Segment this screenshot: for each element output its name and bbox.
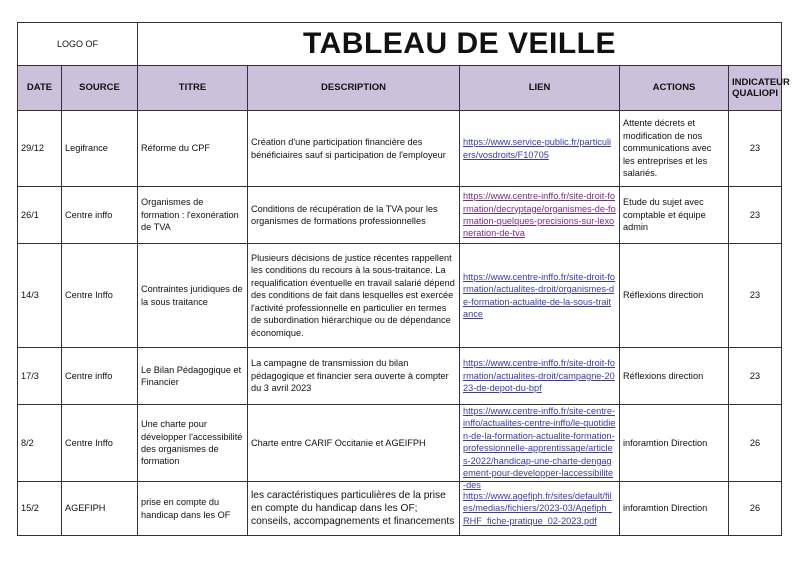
cell-indicateur: 26 (729, 482, 782, 536)
logo-placeholder: LOGO OF (18, 23, 138, 66)
cell-description: Création d'une participation financière des bénéficiaires sauf si participation de l'employeur (248, 111, 460, 187)
cell-actions: Réflexions direction (620, 244, 729, 348)
cell-description: Charte entre CARIF Occitanie et AGEIFPH (248, 405, 460, 482)
cell-description: La campagne de transmission du bilan pédagogique et financier sera ouverte à compter du 3 avril 2023 (248, 348, 460, 405)
cell-date: 8/2 (18, 405, 62, 482)
table-row (18, 482, 782, 536)
link[interactable]: https://www.centre-inffo.fr/site-droit-formation/actualites-droit/campagne-2023-de-depot-du-bpf (463, 358, 616, 394)
col-indicateur (729, 66, 790, 111)
cell-indicateur: 23 (729, 111, 782, 187)
cell-source: Centre inffo (62, 348, 138, 405)
cell-description: Plusieurs décisions de justice récentes rappellent les conditions du recours à la sous-traitance. La requalification éventuelle en travail salarié dépend des conditions de fait dans lesquelles est exercée l'activité professionnelle en particulier en termes de subordination hiérarchique ou de dépendance économique. (248, 244, 460, 348)
cell-indicateur: 23 (729, 348, 782, 405)
cell-lien (460, 244, 620, 348)
header-row (18, 66, 782, 111)
cell-lien (460, 348, 620, 405)
cell-lien (460, 405, 620, 491)
cell-date: 26/1 (18, 187, 62, 244)
link[interactable]: https://www.agefiph.fr/sites/default/files/medias/fichiers/2023-03/Agefiph_RHF_fiche-pratique_02-2023.pdf (463, 490, 612, 526)
table-row (18, 111, 782, 187)
cell-date: 17/3 (18, 348, 62, 405)
cell-actions: Attente décrets et modification de nos communications avec les entreprises et les salariés. (620, 111, 729, 187)
page-title: TABLEAU DE VEILLE (138, 23, 782, 66)
cell-description: les caractéristiques particulières de la prise en compte du handicap dans les OF; conseils, accompagnements et financements (248, 482, 460, 536)
link[interactable]: https://www.centre-inffo.fr/site-centre-inffo/actualites-centre-inffo/le-quotidien-de-la-formation-actualite-formation-professionnelle-apprentissage/articles-2022/handicap-une-charte-dengagement-pour-developper-laccessibilite-des (463, 406, 616, 491)
link[interactable]: https://www.centre-inffo.fr/site-droit-formation/decryptage/organismes-de-formation-quelques-precisions-sur-lexoneration-de-tva (463, 191, 616, 239)
col-lien: LIEN (460, 66, 620, 111)
col-titre: TITRE (138, 66, 248, 111)
cell-description: Conditions de récupération de la TVA pour les organismes de formations professionnelles (248, 187, 460, 244)
veille-table (17, 22, 790, 536)
col-actions: ACTIONS (620, 66, 729, 111)
cell-date: 29/12 (18, 111, 62, 187)
col-description: DESCRIPTION (248, 66, 460, 111)
cell-titre: Le Bilan Pédagogique et Financier (138, 348, 248, 405)
cell-source: Legifrance (62, 111, 138, 187)
cell-titre: Une charte pour développer l'accessibilité des organismes de formation (138, 405, 248, 482)
cell-indicateur: 23 (729, 187, 782, 244)
cell-actions: Etude du sujet avec comptable et équipe admin (620, 187, 729, 244)
title-row (18, 23, 782, 66)
cell-titre: prise en compte du handicap dans les OF (138, 482, 248, 536)
qualiopi-label: QUALIOPI (732, 88, 778, 99)
cell-titre: Contraintes juridiques de la sous traitance (138, 244, 248, 348)
col-date: DATE (18, 66, 62, 111)
cell-source: Centre Inffo (62, 244, 138, 348)
cell-lien (460, 111, 620, 187)
table-row (18, 405, 782, 482)
link[interactable]: https://www.service-public.fr/particuliers/vosdroits/F10705 (463, 137, 612, 160)
cell-titre: Réforme du CPF (138, 111, 248, 187)
cell-lien (460, 187, 620, 244)
cell-date: 15/2 (18, 482, 62, 536)
cell-titre: Organismes de formation : l'exonération de TVA (138, 187, 248, 244)
table-row (18, 244, 782, 348)
link[interactable]: https://www.centre-inffo.fr/site-droit-formation/actualites-droit/organismes-de-formation-actualite-de-la-sous-traitance (463, 271, 616, 319)
col-source: SOURCE (62, 66, 138, 111)
table-row (18, 187, 782, 244)
table-row (18, 348, 782, 405)
cell-indicateur: 23 (729, 244, 782, 348)
cell-source: Centre Inffo (62, 405, 138, 482)
cell-source: AGEFIPH (62, 482, 138, 536)
cell-date: 14/3 (18, 244, 62, 348)
cell-source: Centre inffo (62, 187, 138, 244)
indicateur-label: INDICATEUR (732, 77, 790, 88)
cell-actions: Réflexions direction (620, 348, 729, 405)
cell-indicateur: 26 (729, 405, 782, 482)
cell-actions: inforamtion Direction (620, 405, 729, 482)
cell-actions: inforamtion Direction (620, 482, 729, 536)
cell-lien (460, 482, 620, 536)
